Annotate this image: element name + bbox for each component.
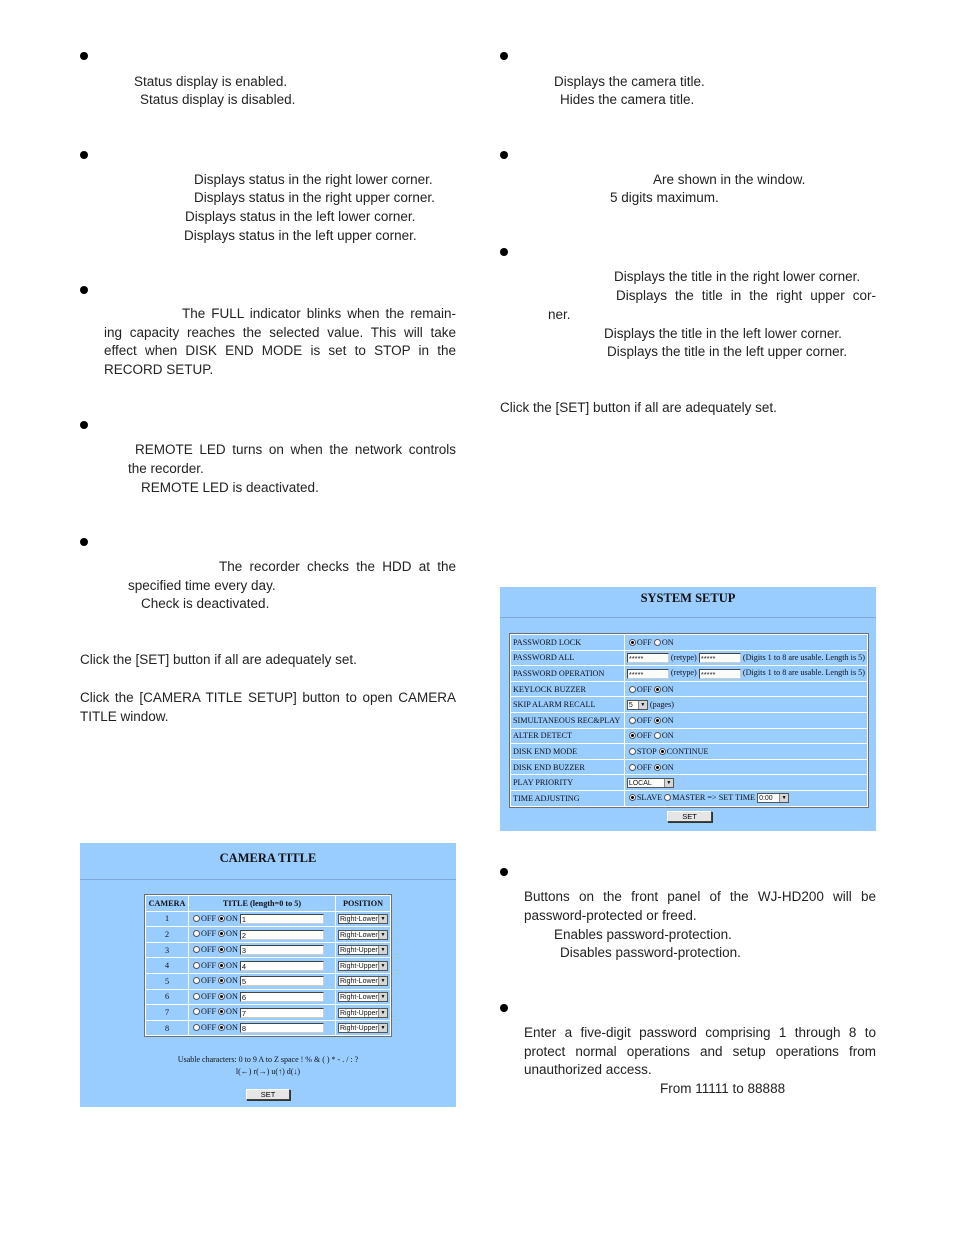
row-label: SIMULTANEOUS REC&PLAY [511,713,624,728]
title-input[interactable]: 5 [240,976,324,986]
title-right-lower-text: Displays the title in the right lower corner. [614,269,861,284]
title-cell [189,943,335,958]
row-label: PASSWORD ALL [511,651,624,666]
row-label: PASSWORD LOCK [511,635,624,650]
row-value [625,729,867,744]
dropdown-arrow-icon: ▼ [378,977,387,985]
off-radio[interactable] [193,915,200,922]
dropdown-arrow-icon: ▼ [378,915,387,923]
position-select[interactable] [338,930,388,940]
on-label: ON [226,1007,238,1017]
bullet-full-indicator [80,286,88,294]
continue-radio[interactable] [659,748,666,755]
on-radio[interactable] [218,946,225,953]
title-input[interactable]: 8 [240,1023,324,1033]
password-lock-on-text: Enables password-protection. [554,927,732,942]
title-entry-shown-text: Are shown in the window. [653,172,806,187]
full-line-3: effect when DISK END MODE is set to STOP in the [104,343,456,359]
dropdown-arrow-icon: ▼ [378,931,387,939]
bullet-remote-led [80,421,88,429]
position-cell [336,943,390,958]
table-row [511,651,867,666]
left-click-set-text: Click the [SET] button if all are adequately set. [80,652,357,667]
position-cell [336,912,390,927]
dropdown-arrow-icon: ▼ [378,962,387,970]
stop-radio[interactable] [629,748,636,755]
bullet-password-lock [500,868,508,876]
off-label: OFF [201,1022,217,1032]
on-label: ON [661,684,674,694]
camera-title-set-button[interactable]: SET [246,1089,290,1100]
remote-led-off-text: REMOTE LED is deactivated. [141,480,319,495]
table-row [511,666,867,681]
position-cell [336,1005,390,1020]
position-select[interactable] [338,914,388,924]
off-radio[interactable] [193,993,200,1000]
title-cell [189,1005,335,1020]
title-right-upper-line-1: Displays the title in the right upper cor- [616,288,876,303]
position-value: Right-Lower [340,993,378,1001]
off-radio[interactable] [629,639,636,646]
status-right-lower-text: Displays status in the right lower corner. [194,172,433,187]
off-label: OFF [636,731,652,741]
status-display-on-text: Status display is enabled. [134,74,288,89]
on-label: ON [661,637,674,647]
off-label: OFF [201,960,217,970]
off-radio[interactable] [193,930,200,937]
on-label: ON [661,715,674,725]
camera-title-panel-title: CAMERA TITLE [219,851,317,865]
off-label: OFF [636,715,652,725]
password-operation-retype-input[interactable]: ***** [699,669,741,679]
password-all-input[interactable]: ***** [627,653,669,663]
off-radio[interactable] [193,977,200,984]
row-label: DISK END MODE [511,744,624,759]
title-entry-max-text: 5 digits maximum. [610,190,719,205]
bullet-status-position [80,151,88,159]
status-left-lower-text: Displays status in the left lower corner. [185,209,416,224]
title-cell [189,1021,335,1036]
position-select[interactable] [338,961,388,971]
camera-number: 3 [146,943,188,958]
position-select[interactable] [338,992,388,1002]
dropdown-arrow-icon: ▼ [378,993,387,1001]
off-radio[interactable] [629,732,636,739]
on-radio[interactable] [218,962,225,969]
camera-number: 2 [146,927,188,942]
password-lock-line-2: password-protected or freed. [524,907,697,923]
off-label: OFF [201,991,217,1001]
title-left-upper-text: Displays the title in the left upper corner. [607,344,848,359]
retype-label: (retype) [670,668,697,678]
full-line-4: RECORD SETUP. [104,361,214,377]
password-all-line-1: Enter a five-digit password comprising 1 through 8 to [524,1025,876,1040]
on-radio[interactable] [218,977,225,984]
camera-title-panel-divider [80,879,456,880]
position-value: Right-Lower [340,931,378,939]
slave-label: SLAVE [636,793,663,803]
password-range-text: From 11111 to 88888 [660,1081,786,1096]
title-input[interactable]: 6 [240,992,324,1002]
bullet-title-entry [500,151,508,159]
bullet-camera-title-display [500,52,508,60]
camera-number: 7 [146,1005,188,1020]
camera-title-panel [80,843,456,1107]
position-value: Right-Lower [340,978,378,986]
table-row [511,635,867,650]
title-cell [189,927,335,942]
row-value [625,697,867,712]
dropdown-arrow-icon: ▼ [779,794,788,802]
camera-title-on-text: Displays the camera title. [554,74,705,89]
dropdown-arrow-icon: ▼ [378,1009,387,1017]
dropdown-arrow-icon: ▼ [378,946,387,954]
title-cell [189,912,335,927]
hdd-check-line-2: specified time every day. [128,577,276,593]
row-label: TIME ADJUSTING [511,791,624,806]
camera-title-setup-line-1: Click the [CAMERA TITLE SETUP] button to open CAMERA [80,690,456,705]
off-label: OFF [636,684,652,694]
digits-note: (Digits 1 to 8 are usable. Length is 5) [742,668,865,678]
remote-led-paragraph [128,441,456,478]
system-setup-panel [500,587,876,831]
position-select[interactable] [338,1023,388,1033]
off-radio[interactable] [193,946,200,953]
off-radio[interactable] [629,686,636,693]
row-label: KEYLOCK BUZZER [511,682,624,697]
on-radio[interactable] [218,1024,225,1031]
password-all-paragraph [524,1024,876,1080]
hdd-check-line-1: The recorder checks the HDD at the [219,559,456,574]
position-value: Right-Upper [340,962,378,970]
on-radio[interactable] [654,717,661,724]
on-label: ON [661,731,674,741]
title-input[interactable]: 1 [240,914,324,924]
password-operation-input[interactable]: ***** [627,669,669,679]
position-value: Right-Upper [340,1025,378,1033]
title-left-lower-text: Displays the title in the left lower corner. [604,326,842,341]
table-row [146,958,390,973]
slave-radio[interactable] [629,794,636,801]
status-left-upper-text: Displays status in the left upper corner. [184,228,417,243]
camera-title-off-text: Hides the camera title. [560,92,695,107]
header-title: TITLE (length=0 to 5) [189,896,335,911]
table-row [146,927,390,942]
table-row [146,943,390,958]
system-setup-panel-divider [500,617,876,618]
row-value [625,791,867,806]
on-radio[interactable] [654,764,661,771]
remote-led-line-2: the recorder. [128,460,204,476]
row-value [625,682,867,697]
position-select[interactable] [338,976,388,986]
password-all-line-2: protect normal operations and setup operations from [524,1043,876,1059]
continue-label: CONTINUE [666,746,709,756]
camera-title-table [144,894,392,1037]
position-value: Right-Upper [340,947,378,955]
camera-number: 5 [146,974,188,989]
position-cell [336,927,390,942]
table-row [511,729,867,744]
system-setup-set-button[interactable]: SET [667,811,712,822]
usable-characters-note: Usable characters: 0 to 9 A to Z space ! % & ( ) * - . / : ? [177,1055,359,1064]
table-row [511,682,867,697]
position-cell [336,990,390,1005]
dropdown-arrow-icon: ▼ [378,1024,387,1032]
remote-led-line-1: REMOTE LED turns on when the network controls [135,442,456,457]
table-row [146,990,390,1005]
title-right-upper-paragraph [548,287,876,324]
row-value [625,760,867,775]
stop-label: STOP [636,746,657,756]
on-label: ON [226,976,238,986]
usable-arrows-note: l(←) r(→) u(↑) d(↓) [235,1067,301,1076]
full-indicator-paragraph [104,305,456,379]
row-label: SKIP ALARM RECALL [511,697,624,712]
table-row [146,912,390,927]
off-label: OFF [201,945,217,955]
row-value [625,713,867,728]
on-radio[interactable] [654,639,661,646]
on-radio[interactable] [654,686,661,693]
bullet-status-display [80,52,88,60]
password-all-line-3: unauthorized access. [524,1062,652,1078]
full-line-2: ing capacity reaches the selected value. This will take [104,324,456,340]
on-label: ON [226,991,238,1001]
system-setup-panel-title: SYSTEM SETUP [640,591,736,605]
camera-number: 4 [146,958,188,973]
row-label: PASSWORD OPERATION [511,666,624,681]
camera-title-setup-line-2: TITLE window. [80,708,169,724]
position-value: Right-Upper [340,1009,378,1017]
password-lock-off-text: Disables password-protection. [560,945,741,960]
on-label: ON [226,960,238,970]
title-cell [189,974,335,989]
row-value [625,635,867,650]
master-radio[interactable] [664,794,671,801]
off-label: OFF [201,976,217,986]
header-camera: CAMERA [146,896,188,911]
hdd-check-off-text: Check is deactivated. [141,596,270,611]
on-radio[interactable] [218,930,225,937]
play-priority-select[interactable] [627,778,674,788]
camera-title-setup-paragraph [80,689,456,726]
status-right-upper-text: Displays status in the right upper corner. [194,190,435,205]
system-setup-table [509,633,869,808]
table-row [511,775,867,790]
password-all-retype-input[interactable]: ***** [699,653,741,663]
title-input[interactable]: 2 [240,930,324,940]
off-label: OFF [636,637,652,647]
off-label: OFF [636,762,652,772]
play-priority-value: LOCAL [628,779,652,787]
table-row [146,1021,390,1036]
dropdown-arrow-icon: ▼ [664,779,673,787]
on-label: ON [226,1022,238,1032]
pages-label: (pages) [649,699,674,709]
position-value: Right-Lower [340,915,378,923]
set-time-value: 0:00 [759,795,773,803]
retype-label: (retype) [670,652,697,662]
on-radio[interactable] [218,1008,225,1015]
camera-number: 1 [146,912,188,927]
table-row [146,974,390,989]
on-radio[interactable] [654,732,661,739]
title-input[interactable]: 3 [240,945,324,955]
camera-number: 6 [146,990,188,1005]
hdd-check-paragraph [128,558,456,595]
right-click-set-text: Click the [SET] button if all are adequately set. [500,400,777,415]
row-label: DISK END BUZZER [511,760,624,775]
position-cell [336,974,390,989]
on-label: ON [661,762,674,772]
dropdown-arrow-icon: ▼ [638,701,647,709]
skip-alarm-select[interactable] [627,700,648,710]
off-label: OFF [201,929,217,939]
off-radio[interactable] [629,717,636,724]
title-right-upper-line-2: ner. [548,306,571,322]
on-radio[interactable] [218,993,225,1000]
row-value [625,775,867,790]
off-label: OFF [201,1007,217,1017]
password-lock-line-1: Buttons on the front panel of the WJ-HD200 will be [524,889,876,904]
camera-title-header-row [146,896,390,911]
on-label: ON [226,929,238,939]
table-row [511,713,867,728]
off-radio[interactable] [193,1024,200,1031]
bullet-title-position [500,248,508,256]
row-label: ALTER DETECT [511,729,624,744]
title-cell [189,958,335,973]
table-row [511,697,867,712]
title-cell [189,990,335,1005]
table-row [511,760,867,775]
off-radio[interactable] [629,764,636,771]
on-label: ON [226,913,238,923]
set-time-select[interactable] [757,793,789,803]
bullet-hdd-check [80,538,88,546]
bullet-password-all [500,1004,508,1012]
master-label: MASTER => SET TIME [672,793,756,803]
table-row [511,791,867,806]
on-label: ON [226,945,238,955]
off-radio[interactable] [193,962,200,969]
status-display-off-text: Status display is disabled. [140,92,296,107]
title-input[interactable]: 7 [240,1008,324,1018]
position-cell [336,1021,390,1036]
title-input[interactable]: 4 [240,961,324,971]
on-radio[interactable] [218,915,225,922]
row-value [625,744,867,759]
table-row [146,1005,390,1020]
digits-note: (Digits 1 to 8 are usable. Length is 5) [742,652,865,662]
row-label: PLAY PRIORITY [511,775,624,790]
row-value [625,651,867,666]
table-row [511,744,867,759]
row-value [625,666,867,681]
header-position: POSITION [336,896,390,911]
position-select[interactable] [338,945,388,955]
off-radio[interactable] [193,1008,200,1015]
off-label: OFF [201,913,217,923]
password-lock-paragraph [524,888,876,925]
full-line-1: The FULL indicator blinks when the remain- [182,306,456,321]
position-cell [336,958,390,973]
camera-number: 8 [146,1021,188,1036]
position-select[interactable] [338,1008,388,1018]
skip-alarm-value: 5 [628,701,633,709]
